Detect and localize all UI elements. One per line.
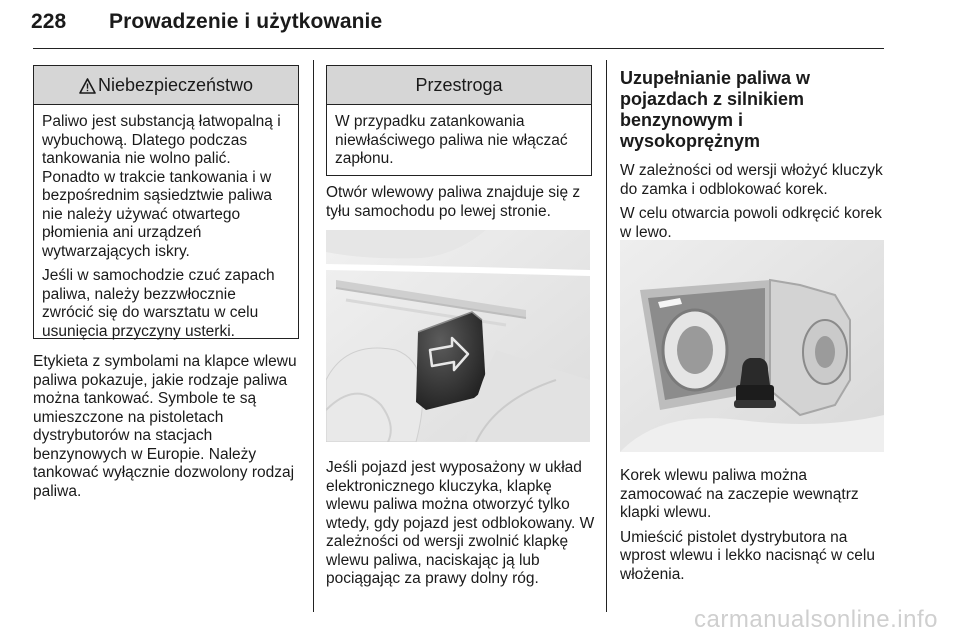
column-3-text <box>620 68 888 248</box>
fuel-flap-closed-photo <box>326 230 590 442</box>
danger-paragraph-2: Jeśli w samochodzie czuć zapach paliwa, należy bezzwłocznie zwrócić się do warsztatu w celu usunięcia przyczyny usterki. <box>42 267 275 340</box>
caution-box <box>326 65 592 176</box>
filler-location-text: Otwór wlewowy paliwa znajduje się z tyłu samochodu po lewej stronie. <box>326 184 581 220</box>
cap-holder-text: Korek wlewu paliwa można zamocować na zaczepie wewnątrz klapki wlewu. <box>620 467 859 521</box>
danger-box-title: Niebezpieczeństwo <box>97 75 254 95</box>
page-title: Prowadzenie i użytkowanie <box>109 10 383 33</box>
column-divider-1 <box>313 60 314 612</box>
fuel-label-text: Etykieta z symbolami na klapce wlewu paliwa pokazuje, jakie rodzaje paliwa można tankować. Symbole te są umieszczone na pistoletach dystrybutorów na stacjach benzynowych w Europie. Należy tankować wyłącznie dozwolony rodzaj paliwa. <box>33 353 297 500</box>
page-number: 228 <box>31 10 67 33</box>
watermark: carmanualsonline.info <box>694 606 938 633</box>
page-header <box>31 10 382 34</box>
danger-box <box>33 65 299 339</box>
flap-opening-text: Jeśli pojazd jest wyposażony w układ elektronicznego kluczyka, klapkę wlewu paliwa można otworzyć tylko wtedy, gdy pojazd jest odblokowany. W zależności od wersji zwolnić klapkę wlewu paliwa, naciskając ją lub pociągając za prawy dolny róg. <box>326 459 595 587</box>
column-3-bottom-text <box>620 467 888 590</box>
fuel-cap-open-photo <box>620 240 884 452</box>
warning-triangle-icon <box>79 69 96 107</box>
danger-paragraph-1: Paliwo jest substancją łatwopalną i wybuchową. Dlatego podczas tankowania nie wolno palić. Ponadto w trakcie tankowania i w bezpośrednim sąsiedztwie paliwa nie należy używać otwartego płomienia ani urządzeń wytwarzających iskry. <box>42 113 281 260</box>
danger-box-title-bar <box>34 66 298 105</box>
caution-box-title: Przestroga <box>327 66 591 105</box>
refuelling-heading: Uzupełnianie paliwa w pojazdach z silnikiem benzynowym i wysokoprężnym <box>620 68 811 151</box>
caution-box-body: W przypadku zatankowania niewłaściwego paliwa nie włączać zapłonu. <box>335 113 568 167</box>
column-divider-2 <box>606 60 607 612</box>
unlock-cap-text: W zależności od wersji włożyć kluczyk do zamka i odblokować korek. <box>620 162 883 198</box>
danger-box-body <box>34 105 298 353</box>
header-rule <box>33 48 884 49</box>
unscrew-cap-text: W celu otwarcia powoli odkręcić korek w lewo. <box>620 205 882 241</box>
nozzle-text: Umieścić pistolet dystrybutora na wprost wlewu i lekko nacisnąć w celu włożenia. <box>620 528 875 583</box>
